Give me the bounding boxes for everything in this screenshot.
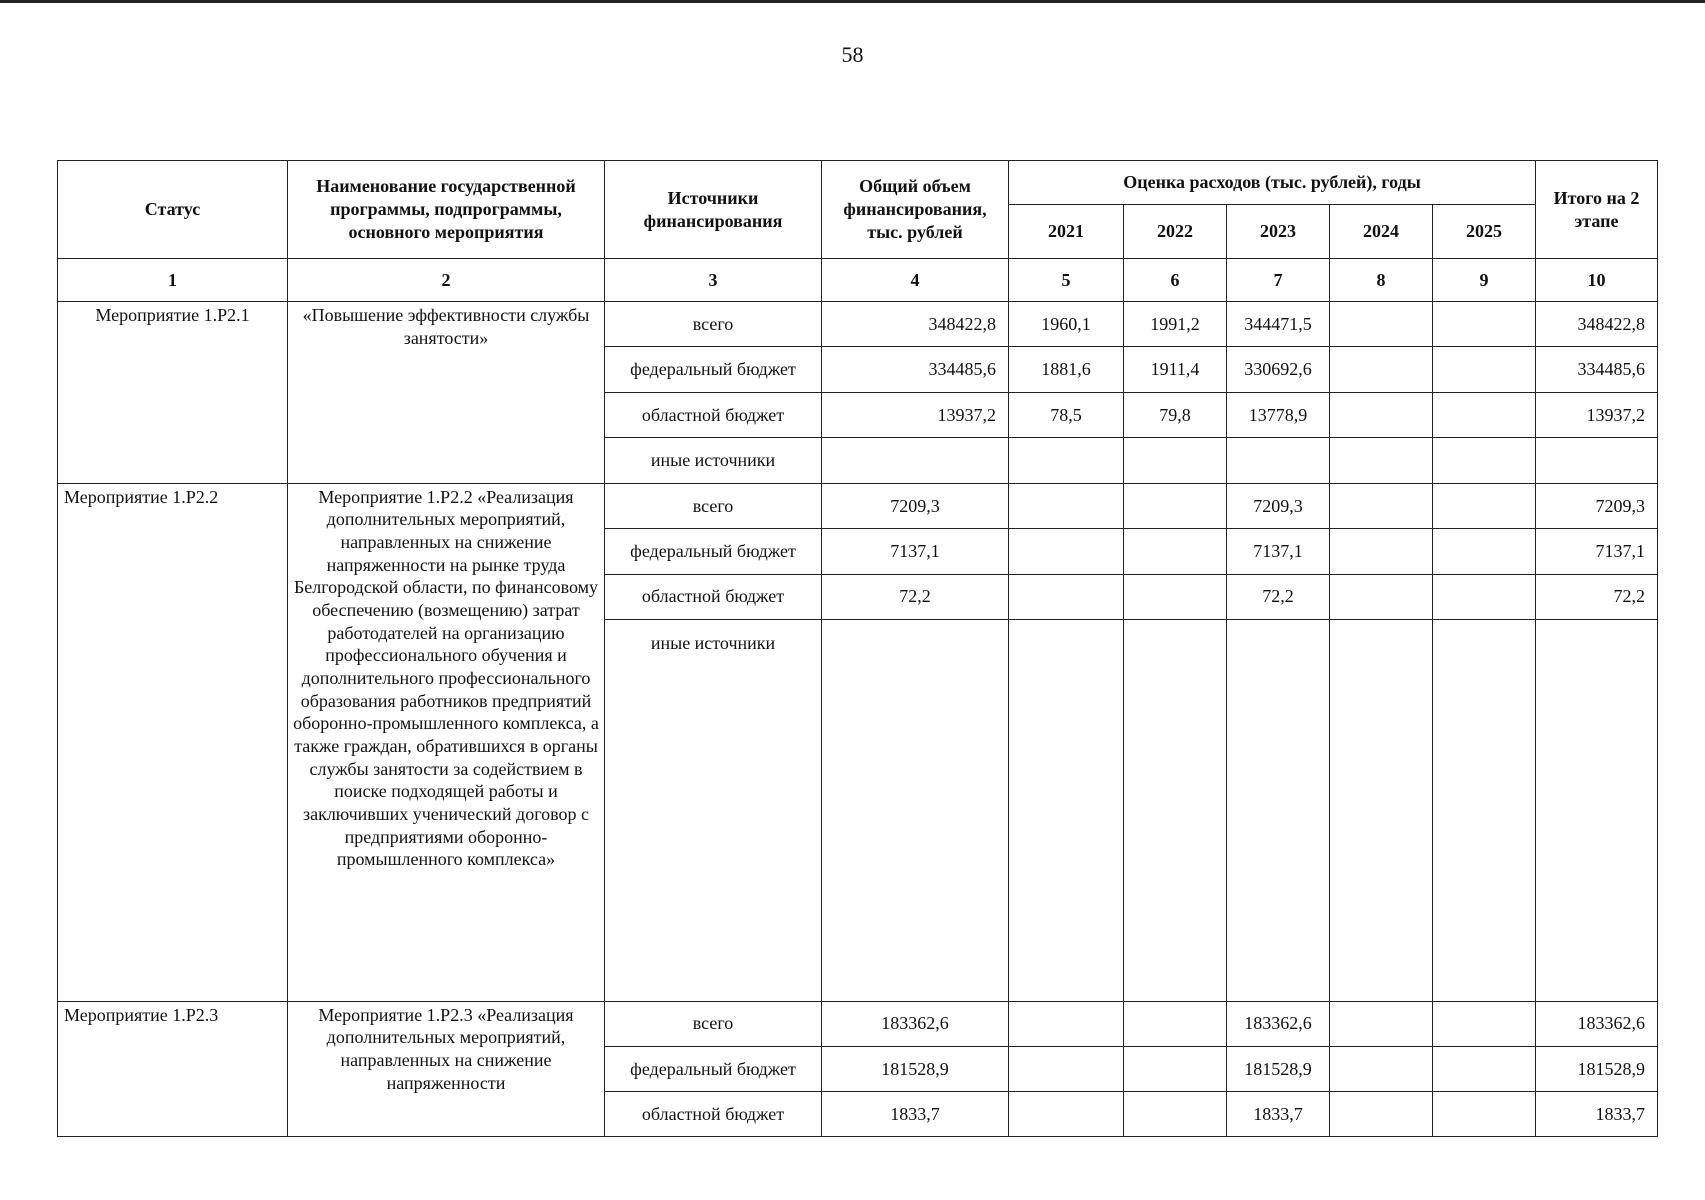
year-2023-value: 181528,9 — [1227, 1047, 1330, 1092]
total-volume — [822, 438, 1009, 483]
measure-name: «Повышение эффективности службы занятости» — [288, 302, 605, 484]
funding-source: всего — [605, 302, 822, 347]
year-2025-value — [1433, 483, 1536, 528]
header-stage-total: Итого на 2 этапе — [1536, 161, 1658, 259]
header-year: 2024 — [1330, 205, 1433, 259]
header-status: Статус — [58, 161, 288, 259]
page-top-border — [0, 0, 1705, 3]
header-sources: Источники финансирования — [605, 161, 822, 259]
year-2023-value: 7209,3 — [1227, 483, 1330, 528]
year-2022-value — [1124, 619, 1227, 1001]
year-2023-value: 330692,6 — [1227, 347, 1330, 392]
year-2025-value — [1433, 1047, 1536, 1092]
header-year: 2022 — [1124, 205, 1227, 259]
year-2022-value — [1124, 438, 1227, 483]
year-2022-value: 1911,4 — [1124, 347, 1227, 392]
page-number: 58 — [841, 42, 864, 67]
year-2021-value — [1009, 438, 1124, 483]
year-2023-value: 7137,1 — [1227, 529, 1330, 574]
column-number: 4 — [822, 259, 1009, 302]
table-row — [58, 1001, 1658, 1046]
measure-status: Мероприятие 1.Р2.2 — [58, 483, 288, 1001]
year-2025-value — [1433, 438, 1536, 483]
year-2024-value — [1330, 529, 1433, 574]
funding-source: всего — [605, 1001, 822, 1046]
year-2021-value — [1009, 529, 1124, 574]
year-2025-value — [1433, 619, 1536, 1001]
year-2021-value — [1009, 1092, 1124, 1137]
year-2024-value — [1330, 302, 1433, 347]
year-2025-value — [1433, 392, 1536, 437]
year-2022-value — [1124, 1047, 1227, 1092]
header-name: Наименование государственной программы, подпрограммы, основного мероприятия — [288, 161, 605, 259]
year-2025-value — [1433, 574, 1536, 619]
column-number: 10 — [1536, 259, 1658, 302]
stage-total-value: 181528,9 — [1536, 1047, 1658, 1092]
year-2025-value — [1433, 1001, 1536, 1046]
year-2023-value: 183362,6 — [1227, 1001, 1330, 1046]
column-number: 8 — [1330, 259, 1433, 302]
total-volume: 183362,6 — [822, 1001, 1009, 1046]
column-number: 3 — [605, 259, 822, 302]
year-2024-value — [1330, 1092, 1433, 1137]
funding-source: федеральный бюджет — [605, 1047, 822, 1092]
year-2025-value — [1433, 302, 1536, 347]
year-2025-value — [1433, 347, 1536, 392]
total-volume: 334485,6 — [822, 347, 1009, 392]
year-2024-value — [1330, 619, 1433, 1001]
year-2021-value — [1009, 483, 1124, 528]
year-2025-value — [1433, 1092, 1536, 1137]
year-2024-value — [1330, 1047, 1433, 1092]
year-2023-value: 1833,7 — [1227, 1092, 1330, 1137]
year-2023-value — [1227, 438, 1330, 483]
column-number: 1 — [58, 259, 288, 302]
stage-total-value: 183362,6 — [1536, 1001, 1658, 1046]
funding-source: иные источники — [605, 619, 822, 1001]
column-number: 2 — [288, 259, 605, 302]
year-2023-value: 13778,9 — [1227, 392, 1330, 437]
year-2022-value: 1991,2 — [1124, 302, 1227, 347]
year-2021-value — [1009, 1047, 1124, 1092]
year-2024-value — [1330, 1001, 1433, 1046]
column-number-row — [58, 259, 1658, 302]
column-number: 9 — [1433, 259, 1536, 302]
total-volume — [822, 619, 1009, 1001]
measure-status: Мероприятие 1.Р2.1 — [58, 302, 288, 484]
total-volume: 181528,9 — [822, 1047, 1009, 1092]
funding-source: всего — [605, 483, 822, 528]
funding-source: федеральный бюджет — [605, 347, 822, 392]
stage-total-value: 7137,1 — [1536, 529, 1658, 574]
year-2023-value: 344471,5 — [1227, 302, 1330, 347]
year-2025-value — [1433, 529, 1536, 574]
total-volume: 7137,1 — [822, 529, 1009, 574]
column-number: 5 — [1009, 259, 1124, 302]
header-year: 2025 — [1433, 205, 1536, 259]
stage-total-value: 334485,6 — [1536, 347, 1658, 392]
year-2022-value — [1124, 529, 1227, 574]
stage-total-value — [1536, 438, 1658, 483]
year-2022-value — [1124, 1092, 1227, 1137]
stage-total-value: 72,2 — [1536, 574, 1658, 619]
total-volume: 348422,8 — [822, 302, 1009, 347]
year-2023-value — [1227, 619, 1330, 1001]
year-2024-value — [1330, 483, 1433, 528]
year-2024-value — [1330, 347, 1433, 392]
column-number: 6 — [1124, 259, 1227, 302]
year-2024-value — [1330, 438, 1433, 483]
stage-total-value — [1536, 619, 1658, 1001]
table-header — [58, 161, 1658, 302]
measure-status: Мероприятие 1.Р2.3 — [58, 1001, 288, 1136]
measure-name: Мероприятие 1.Р2.2 «Реализация дополнительных мероприятий, направленных на снижение напряженности на рынке труда Белгородской области, по финансовому обеспечению (возмещению) затрат работодателей на организацию профессионального обучения и дополнительного профессионального образования работников предприятий оборонно-промышленного комплекса, а также граждан, обратившихся в органы службы занятости за содействием в поиске подходящей работы и заключивших ученический договор с предприятиями оборонно-промышленного комплекса» — [288, 483, 605, 1001]
year-2022-value — [1124, 483, 1227, 528]
year-2022-value — [1124, 1001, 1227, 1046]
year-2022-value — [1124, 574, 1227, 619]
stage-total-value: 7209,3 — [1536, 483, 1658, 528]
table-row — [58, 302, 1658, 347]
year-2021-value: 1960,1 — [1009, 302, 1124, 347]
table-row — [58, 483, 1658, 528]
header-total-volume: Общий объем финансирования, тыс. рублей — [822, 161, 1009, 259]
funding-source: областной бюджет — [605, 574, 822, 619]
measure-name: Мероприятие 1.Р2.3 «Реализация дополнительных мероприятий, направленных на снижение напряженности — [288, 1001, 605, 1136]
header-year: 2023 — [1227, 205, 1330, 259]
total-volume: 72,2 — [822, 574, 1009, 619]
year-2021-value: 1881,6 — [1009, 347, 1124, 392]
year-2024-value — [1330, 574, 1433, 619]
total-volume: 13937,2 — [822, 392, 1009, 437]
column-number: 7 — [1227, 259, 1330, 302]
year-2021-value — [1009, 1001, 1124, 1046]
funding-source: областной бюджет — [605, 1092, 822, 1137]
funding-table — [57, 160, 1658, 1137]
stage-total-value: 1833,7 — [1536, 1092, 1658, 1137]
year-2023-value: 72,2 — [1227, 574, 1330, 619]
funding-source: областной бюджет — [605, 392, 822, 437]
year-2021-value: 78,5 — [1009, 392, 1124, 437]
funding-source: федеральный бюджет — [605, 529, 822, 574]
total-volume: 1833,7 — [822, 1092, 1009, 1137]
stage-total-value: 13937,2 — [1536, 392, 1658, 437]
stage-total-value: 348422,8 — [1536, 302, 1658, 347]
total-volume: 7209,3 — [822, 483, 1009, 528]
year-2021-value — [1009, 574, 1124, 619]
header-estimate: Оценка расходов (тыс. рублей), годы — [1009, 161, 1536, 205]
year-2021-value — [1009, 619, 1124, 1001]
year-2022-value: 79,8 — [1124, 392, 1227, 437]
funding-source: иные источники — [605, 438, 822, 483]
header-year: 2021 — [1009, 205, 1124, 259]
year-2024-value — [1330, 392, 1433, 437]
